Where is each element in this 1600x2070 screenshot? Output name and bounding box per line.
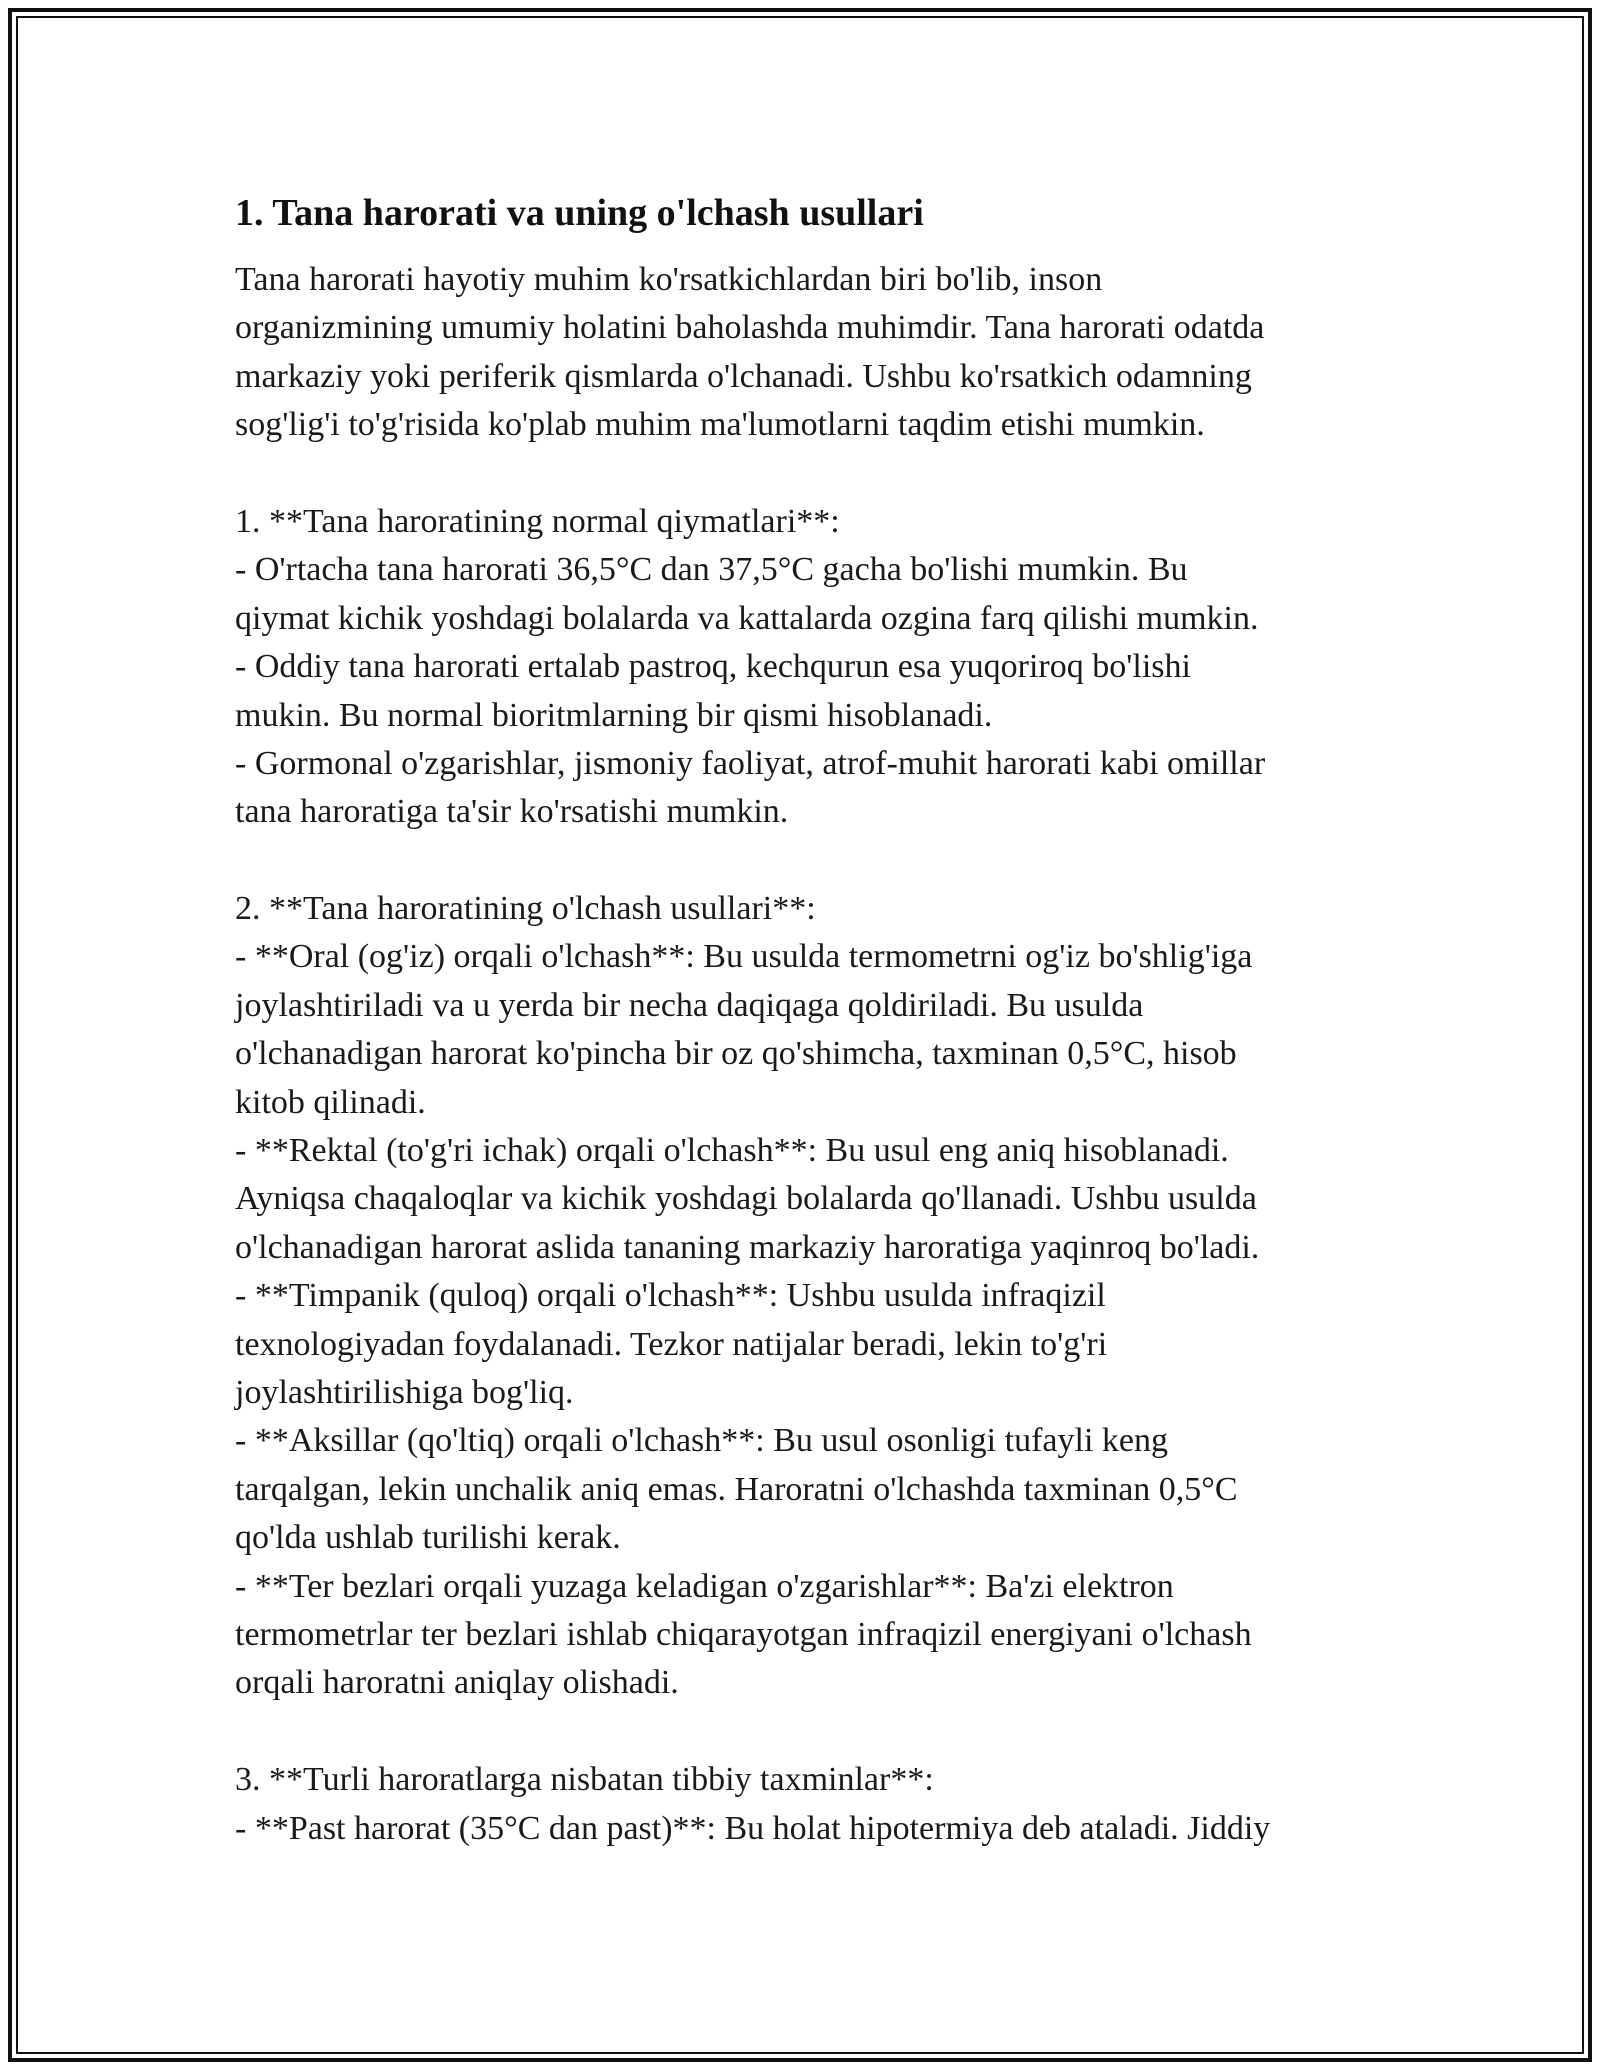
text-line: - **Ter bezlari orqali yuzaga keladigan o'zgarishlar**: Ba'zi elektron — [235, 1567, 1174, 1605]
text-line: markaziy yoki periferik qismlarda o'lchanadi. Ushbu ko'rsatkich odamning — [235, 357, 1252, 395]
text-line: kitob qilinadi. — [235, 1083, 426, 1121]
text-line: o'lchanadigan harorat ko'pincha bir oz qo'shimcha, taxminan 0,5°C, hisob — [235, 1035, 1237, 1073]
text-line: - **Rektal (to'g'ri ichak) orqali o'lchash**: Bu usul eng aniq hisoblanadi. — [235, 1132, 1229, 1170]
text-line: tarqalgan, lekin unchalik aniq emas. Haroratni o'lchashda taxminan 0,5°C — [235, 1470, 1238, 1508]
text-line: o'lchanadigan harorat aslida tananing markaziy haroratiga yaqinroq bo'ladi. — [235, 1228, 1260, 1266]
text-line: mukin. Bu normal bioritmlarning bir qismi hisoblanadi. — [235, 696, 993, 734]
paragraph-gap — [235, 450, 1365, 498]
text-line: qo'lda ushlab turilishi kerak. — [235, 1519, 621, 1557]
text-line: joylashtiriladi va u yerda bir necha daqiqaga qoldiriladi. Bu usulda — [235, 986, 1144, 1024]
text-line: termometrlar ter bezlari ishlab chiqarayotgan infraqizil energiyani o'lchash — [235, 1615, 1252, 1653]
document-text — [235, 256, 1365, 1853]
text-line: organizmining umumiy holatini baholashda muhimdir. Tana harorati odatda — [235, 309, 1265, 347]
document-title: 1. Tana harorati va uning o'lchash usullari — [235, 192, 924, 234]
text-line: - Oddiy tana harorati ertalab pastroq, kechqurun esa yuqoriroq bo'lishi — [235, 648, 1191, 686]
paragraph-gap — [235, 1708, 1365, 1756]
text-line: - **Aksillar (qo'ltiq) orqali o'lchash**: Bu usul osonligi tufayli keng — [235, 1422, 1168, 1460]
text-line: 2. **Tana haroratining o'lchash usullari**: — [235, 890, 816, 928]
text-line: joylashtirilishiga bog'liq. — [235, 1373, 574, 1411]
text-line: Ayniqsa chaqaloqlar va kichik yoshdagi bolalarda qo'llanadi. Ushbu usulda — [235, 1180, 1257, 1218]
text-line: - **Past harorat (35°C dan past)**: Bu holat hipotermiya deb ataladi. Jiddiy — [235, 1809, 1271, 1847]
text-line: texnologiyadan foydalanadi. Tezkor natijalar beradi, lekin to'g'ri — [235, 1325, 1108, 1363]
text-line: qiymat kichik yoshdagi bolalarda va kattalarda ozgina farq qilishi mumkin. — [235, 599, 1259, 637]
text-line: 1. **Tana haroratining normal qiymatlari**: — [235, 502, 840, 540]
text-line: - **Oral (og'iz) orqali o'lchash**: Bu usulda termometrni og'iz bo'shlig'iga — [235, 938, 1253, 976]
text-line: tana haroratiga ta'sir ko'rsatishi mumkin. — [235, 793, 789, 831]
document-body — [235, 186, 1365, 1853]
text-line: 3. **Turli haroratlarga nisbatan tibbiy taxminlar**: — [235, 1761, 934, 1799]
text-line: - O'rtacha tana harorati 36,5°C dan 37,5°C gacha bo'lishi mumkin. Bu — [235, 551, 1188, 589]
text-line: - Gormonal o'zgarishlar, jismoniy faoliyat, atrof-muhit harorati kabi omillar — [235, 744, 1266, 782]
text-line: orqali haroratni aniqlay olishadi. — [235, 1664, 679, 1702]
text-line: - **Timpanik (quloq) orqali o'lchash**: Ushbu usulda infraqizil — [235, 1277, 1106, 1315]
paragraph-gap — [235, 837, 1365, 885]
text-line: Tana harorati hayotiy muhim ko'rsatkichlardan biri bo'lib, inson — [235, 261, 1103, 298]
text-line: sog'lig'i to'g'risida ko'plab muhim ma'lumotlarni taqdim etishi mumkin. — [235, 406, 1205, 444]
